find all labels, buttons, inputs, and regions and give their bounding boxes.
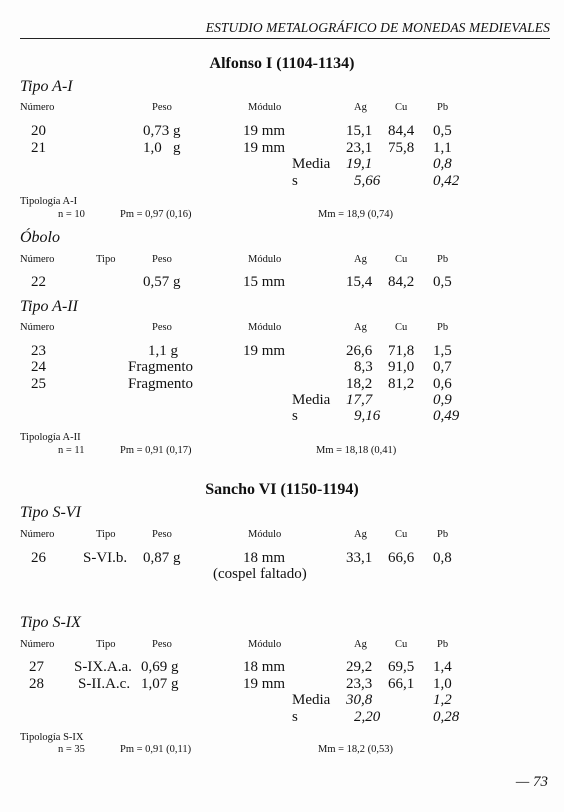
media-ag: 17,7 (346, 392, 373, 408)
media-label: Media (292, 692, 331, 708)
cell-peso: 1,0 g (143, 140, 181, 156)
cell-pb: 0,6 (433, 376, 452, 392)
tipologia-n: n = 11 (58, 445, 85, 456)
cell-peso: 0,57 g (143, 274, 181, 290)
col-modulo: Módulo (248, 102, 282, 113)
cell-modulo: 19 mm (243, 123, 286, 139)
cell-numero: 26 (31, 550, 46, 566)
cell-pb: 1,0 (433, 676, 452, 692)
cell-pb: 0,8 (433, 550, 452, 566)
page-number: — 73 (515, 774, 548, 790)
cell-numero: 28 (29, 676, 44, 692)
s-pb: 0,28 (433, 709, 460, 725)
s-pb: 0,49 (433, 408, 460, 424)
col-numero: Número (20, 529, 55, 540)
group-title-obolo: Óbolo (20, 229, 60, 246)
section-title-sancho: Sancho VI (1150-1194) (205, 481, 359, 498)
cell-numero: 22 (31, 274, 46, 290)
cell-numero: 24 (31, 359, 46, 375)
col-numero: Número (20, 102, 55, 113)
cell-cu: 69,5 (388, 659, 415, 675)
tipologia-label: Tipología A-II (20, 432, 81, 443)
cell-peso: 1,1 g (148, 343, 178, 359)
col-ag: Ag (354, 102, 367, 113)
cell-peso: 1,07 g (141, 676, 179, 692)
tipologia-pm: Pm = 0,97 (0,16) (120, 209, 192, 220)
tipologia-mm: Mm = 18,18 (0,41) (316, 445, 397, 456)
cell-modulo: 19 mm (243, 676, 286, 692)
col-peso: Peso (152, 254, 172, 265)
header-rule (20, 38, 550, 39)
col-modulo: Módulo (248, 254, 282, 265)
col-cu: Cu (395, 529, 408, 540)
media-ag: 19,1 (346, 156, 373, 172)
s-ag: 2,20 (354, 709, 381, 725)
cell-modulo: 19 mm (243, 343, 286, 359)
col-ag: Ag (354, 322, 367, 333)
col-pb: Pb (437, 254, 449, 265)
col-peso: Peso (152, 322, 172, 333)
s-pb: 0,42 (433, 173, 460, 189)
col-ag: Ag (354, 639, 367, 650)
cell-modulo: 18 mm (243, 659, 286, 675)
cell-cu: 84,4 (388, 123, 415, 139)
col-pb: Pb (437, 639, 449, 650)
cell-tipo: S-IX.A.a. (74, 659, 132, 675)
cell-peso: 0,87 g (143, 550, 181, 566)
s-label: s (292, 173, 298, 189)
cell-modulo: 19 mm (243, 140, 286, 156)
media-label: Media (292, 156, 331, 172)
col-tipo: Tipo (96, 529, 116, 540)
cell-modulo: 15 mm (243, 274, 286, 290)
cell-pb: 0,7 (433, 359, 452, 375)
col-pb: Pb (437, 529, 449, 540)
col-pb: Pb (437, 322, 449, 333)
col-cu: Cu (395, 254, 408, 265)
cell-ag: 29,2 (346, 659, 373, 675)
col-peso: Peso (152, 639, 172, 650)
cell-numero: 27 (29, 659, 44, 675)
group-title-a2: Tipo A-II (20, 298, 78, 315)
s-ag: 9,16 (354, 408, 381, 424)
col-cu: Cu (395, 322, 408, 333)
cell-peso: Fragmento (128, 376, 193, 392)
cell-ag: 15,4 (346, 274, 373, 290)
tipologia-pm: Pm = 0,91 (0,11) (120, 744, 192, 755)
col-numero: Número (20, 254, 55, 265)
media-pb: 0,9 (433, 392, 452, 408)
cell-ag: 33,1 (346, 550, 373, 566)
col-numero: Número (20, 639, 55, 650)
col-tipo: Tipo (96, 639, 116, 650)
cell-ag: 23,1 (346, 140, 373, 156)
col-cu: Cu (395, 639, 408, 650)
cell-cu: 75,8 (388, 140, 415, 156)
cell-numero: 20 (31, 123, 46, 139)
cell-cu: 71,8 (388, 343, 415, 359)
running-header: ESTUDIO METALOGRÁFICO DE MONEDAS MEDIEVALES (205, 20, 550, 35)
cell-ag: 26,6 (346, 343, 373, 359)
s-ag: 5,66 (354, 173, 381, 189)
cell-cu: 81,2 (388, 376, 415, 392)
cell-pb: 0,5 (433, 274, 452, 290)
media-label: Media (292, 392, 331, 408)
cell-modulo: 18 mm (243, 550, 286, 566)
cell-ag: 23,3 (346, 676, 373, 692)
cell-tipo: S-VI.b. (83, 550, 128, 566)
cell-peso: Fragmento (128, 359, 193, 375)
group-title-s9: Tipo S-IX (20, 614, 81, 631)
section-title-alfonso: Alfonso I (1104-1134) (209, 55, 355, 72)
cell-numero: 21 (31, 140, 46, 156)
tipologia-pm: Pm = 0,91 (0,17) (120, 445, 192, 456)
cell-pb: 1,4 (433, 659, 452, 675)
cell-cu: 91,0 (388, 359, 415, 375)
s-label: s (292, 709, 298, 725)
cell-ag: 18,2 (346, 376, 373, 392)
col-ag: Ag (354, 529, 367, 540)
media-pb: 0,8 (433, 156, 452, 172)
col-modulo: Módulo (248, 639, 282, 650)
col-peso: Peso (152, 529, 172, 540)
col-tipo: Tipo (96, 254, 116, 265)
cell-cu: 84,2 (388, 274, 415, 290)
col-pb: Pb (437, 102, 449, 113)
cell-ag: 8,3 (354, 359, 373, 375)
cell-cu: 66,6 (388, 550, 415, 566)
tipologia-n: n = 35 (58, 744, 85, 755)
group-title-a1: Tipo A-I (20, 78, 73, 95)
col-cu: Cu (395, 102, 408, 113)
tipologia-mm: Mm = 18,9 (0,74) (318, 209, 394, 220)
col-modulo: Módulo (248, 322, 282, 333)
cell-numero: 23 (31, 343, 46, 359)
cell-pb: 1,1 (433, 140, 452, 156)
col-modulo: Módulo (248, 529, 282, 540)
cell-numero: 25 (31, 376, 46, 392)
col-peso: Peso (152, 102, 172, 113)
cell-ag: 15,1 (346, 123, 373, 139)
s-label: s (292, 408, 298, 424)
cell-pb: 1,5 (433, 343, 452, 359)
col-ag: Ag (354, 254, 367, 265)
tipologia-n: n = 10 (58, 209, 85, 220)
tipologia-label: Tipología A-I (20, 196, 78, 207)
cell-pb: 0,5 (433, 123, 452, 139)
tipologia-mm: Mm = 18,2 (0,53) (318, 744, 394, 755)
cell-modulo-note: (cospel faltado) (213, 566, 307, 582)
media-ag: 30,8 (346, 692, 373, 708)
cell-peso: 0,73 g (143, 123, 181, 139)
group-title-s6: Tipo S-VI (20, 504, 81, 521)
col-numero: Número (20, 322, 55, 333)
tipologia-label: Tipología S-IX (20, 732, 84, 743)
media-pb: 1,2 (433, 692, 452, 708)
cell-tipo: S-II.A.c. (78, 676, 131, 692)
cell-cu: 66,1 (388, 676, 415, 692)
cell-peso: 0,69 g (141, 659, 179, 675)
